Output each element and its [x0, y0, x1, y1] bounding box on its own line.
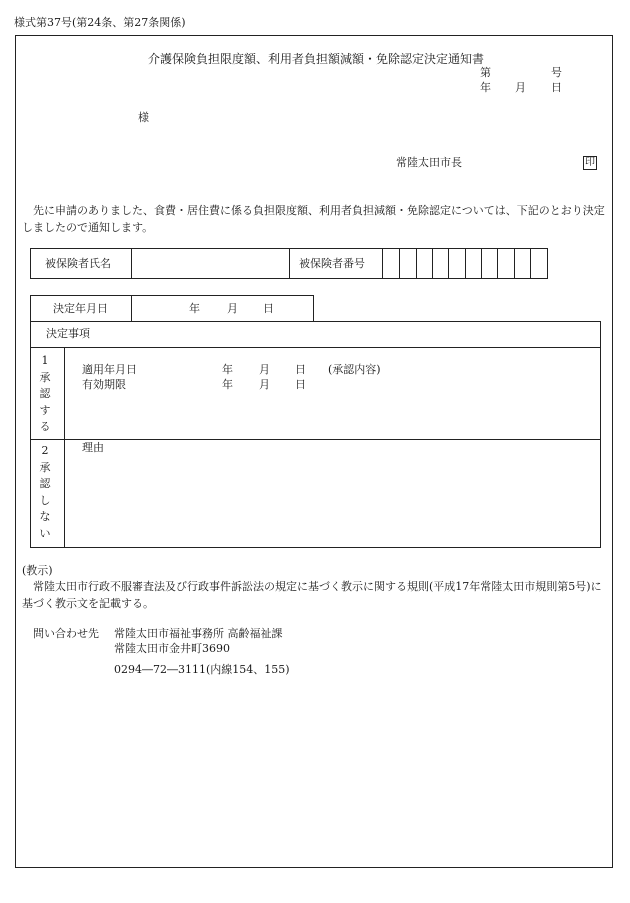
issuer: 常陸太田市長 [396, 156, 462, 169]
contact-office: 常陸太田市福祉事務所 高齢福祉課 [114, 627, 283, 640]
apply-date-day: 日 [295, 363, 306, 376]
valid-until-year: 年 [222, 378, 233, 391]
decision-matters-label: 決定事項 [46, 327, 90, 340]
decision-date-month: 月 [227, 302, 238, 315]
reject-side-label: 2承認しない [39, 444, 51, 540]
body-text: 先に申請のありました、食費・居住費に係る負担限度額、利用者負担減額・免除認定については、下記のとおり決定しましたので通知します。 [22, 204, 605, 234]
apply-date-year: 年 [222, 363, 233, 376]
date-month: 月 [515, 81, 526, 94]
contact-phone: 0294―72―3111(内線154、155) [114, 663, 290, 676]
date-year: 年 [480, 81, 491, 94]
valid-until-label: 有効期限 [82, 378, 126, 391]
document-title: 介護保険負担限度額、利用者負担額減額・免除認定決定通知書 [148, 52, 485, 66]
seal-stamp: 印 [585, 157, 595, 168]
date-day: 日 [551, 81, 562, 94]
valid-until-day: 日 [295, 378, 306, 391]
approval-content-label: (承認内容) [328, 363, 381, 376]
apply-date-label: 適用年月日 [82, 363, 137, 376]
reason-label: 理由 [82, 441, 104, 454]
number-dai: 第 [480, 66, 491, 79]
form-id: 様式第37号(第24条、第27条関係) [14, 16, 186, 29]
contact-address: 常陸太田市金井町3690 [114, 642, 230, 655]
decision-date-day: 日 [263, 302, 274, 315]
decision-date-year: 年 [189, 302, 200, 315]
decision-date-label: 決定年月日 [53, 302, 108, 315]
number-go: 号 [551, 66, 562, 79]
approve-side-label: 1承認する [39, 354, 51, 433]
apply-date-month: 月 [259, 363, 270, 376]
notice-heading: (教示) [22, 564, 53, 577]
addressee-suffix: 様 [138, 111, 149, 124]
valid-until-month: 月 [259, 378, 270, 391]
contact-label: 問い合わせ先 [33, 627, 99, 640]
notice-text: 常陸太田市行政不服審査法及び行政事件訴訟法の規定に基づく教示に関する規則(平成17年常陸太田市規則第5号)に基づく教示文を記載する。 [22, 580, 602, 610]
decision-matters-box [30, 321, 601, 548]
insured-number-label: 被保険者番号 [299, 257, 365, 270]
insured-name-label: 被保険者氏名 [45, 257, 111, 270]
